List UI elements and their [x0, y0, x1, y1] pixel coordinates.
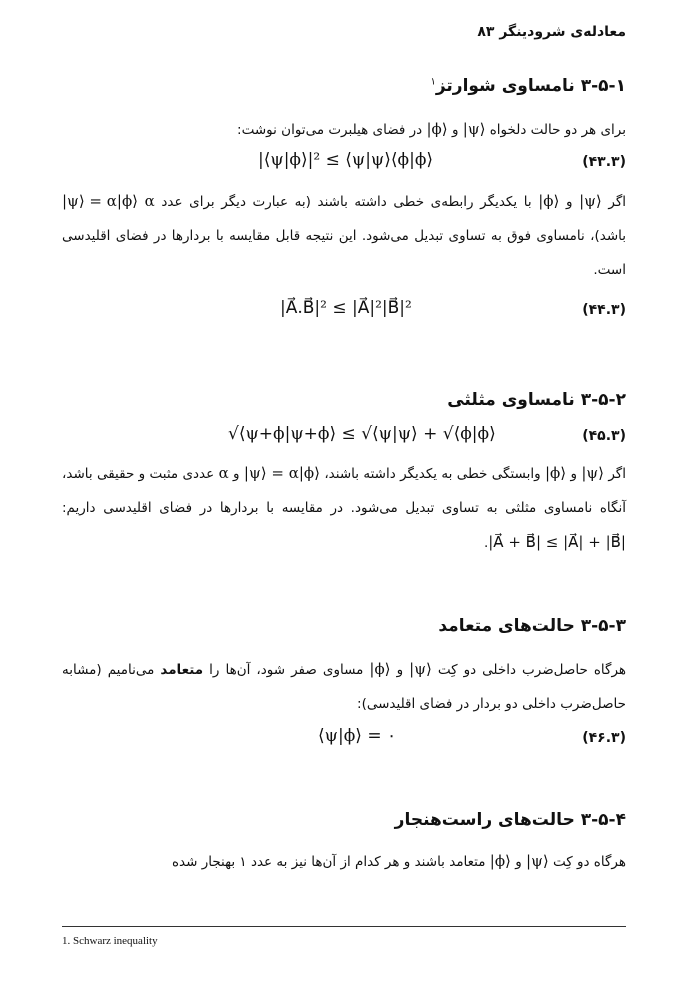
inline-math: |ψ⟩	[581, 464, 604, 482]
section-heading-orthonormal: ۳-۵-۴ حالت‌های راست‌هنجار	[394, 810, 626, 830]
inline-math: |A⃗ + B⃗| ≤ |A⃗| + |B⃗|	[488, 533, 626, 551]
running-header	[467, 24, 626, 40]
footnote-divider	[62, 926, 626, 927]
text-run: هرگاه دو کِت	[553, 854, 626, 870]
page-number: ۸۳	[477, 24, 495, 40]
inline-math: |ψ⟩ = α|ϕ⟩	[243, 464, 320, 482]
section-heading-orthogonal: ۳-۵-۳ حالت‌های متعامد	[438, 616, 626, 636]
text-run: .	[483, 535, 489, 551]
text-run: می‌نامیم (مشابه حاصل‌ضرب داخلی دو بردار در فضای اقلیدسی):	[62, 662, 626, 712]
equation-number: (۴۳.۳)	[582, 154, 626, 170]
text-run: برای هر دو حالت دلخواه	[489, 122, 626, 138]
inline-math: |ψ⟩	[462, 120, 486, 138]
equation-number: (۴۴.۳)	[582, 302, 626, 318]
text-run: هرگاه حاصل‌ضرب داخلی دو کِت	[437, 662, 627, 678]
equation-expression: |A⃗.B⃗|² ≤ |A⃗|²|B⃗|²	[280, 298, 412, 318]
inline-math: |ϕ⟩	[426, 120, 448, 138]
equation-expression: |⟨ψ|ϕ⟩|² ≤ ⟨ψ|ψ⟩⟨ϕ|ϕ⟩	[258, 150, 434, 170]
equation-44	[62, 296, 626, 328]
text-run: و	[233, 466, 240, 482]
equation-expression: ⟨ψ|ϕ⟩ = ۰	[318, 726, 397, 746]
equation-46	[62, 724, 626, 756]
text-run: مساوی صفر شود، آن‌ها را	[209, 662, 364, 678]
inline-math: |ϕ⟩	[369, 660, 391, 678]
inline-math: α	[218, 464, 229, 482]
text-run: و	[451, 122, 459, 138]
paragraph-5	[62, 844, 626, 879]
text-run: متعامد باشند و هر کدام از آن‌ها نیز به عدد ۱ بهنجار شده	[171, 854, 486, 870]
equation-45	[62, 422, 626, 454]
equation-43	[62, 148, 626, 180]
text-run: با یکدیگر رابطه‌ی خطی داشته باشند (به عبارت دیگر برای عدد	[161, 194, 532, 210]
text-run: اگر	[608, 466, 626, 482]
inline-math: |ψ⟩	[579, 192, 602, 210]
text-run: باشد)، نامساوی فوق به تساوی تبدیل می‌شود. این نتیجه قابل مقایسه با بردارها در فضای اقلیدسی است.	[62, 228, 626, 278]
inline-math: |ψ⟩	[526, 852, 549, 870]
inline-math: |ψ⟩ = α|ϕ⟩	[62, 192, 139, 210]
text-run: و	[565, 194, 573, 210]
text-run: و	[515, 854, 522, 870]
paragraph-2	[62, 184, 626, 287]
text-run: عددی مثبت و حقیقی باشد، آنگاه نامساوی مثلثی به تساوی تبدیل می‌شود. در مقایسه با بردارها در فضای اقلیدسی داریم:	[62, 466, 626, 516]
text-run: در فضای هیلبرت می‌توان نوشت:	[237, 122, 423, 138]
footnote-mark: ۱	[430, 76, 436, 88]
paragraph-1	[62, 112, 626, 147]
section-heading-schwarz: ۳-۵-۱ نامساوی شوارتز$^۱$	[430, 76, 626, 96]
inline-math: |ϕ⟩	[544, 464, 567, 482]
term-orthogonal: متعامد	[160, 662, 204, 678]
section-heading-triangle: ۳-۵-۲ نامساوی مثلثی	[447, 390, 626, 410]
text-run: و	[396, 662, 404, 678]
inline-math: |ϕ⟩	[538, 192, 560, 210]
inline-math: α	[144, 192, 155, 210]
footnote: 1. Schwarz inequality	[62, 935, 158, 947]
equation-number: (۴۶.۳)	[582, 730, 626, 746]
text-run: اگر	[608, 194, 627, 210]
text-run: وابستگی خطی به یکدیگر داشته باشند،	[324, 466, 541, 482]
equation-expression: √⟨ψ+ϕ|ψ+ϕ⟩ ≤ √⟨ψ|ψ⟩ + √⟨ϕ|ϕ⟩	[228, 424, 496, 444]
paragraph-3	[62, 456, 626, 560]
text-run: و	[570, 466, 577, 482]
equation-number: (۴۵.۳)	[582, 428, 626, 444]
header-title: معادله‌ی شرودینگر	[499, 24, 626, 40]
inline-math: |ϕ⟩	[489, 852, 511, 870]
inline-math: |ψ⟩	[409, 660, 432, 678]
paragraph-4	[62, 652, 626, 721]
